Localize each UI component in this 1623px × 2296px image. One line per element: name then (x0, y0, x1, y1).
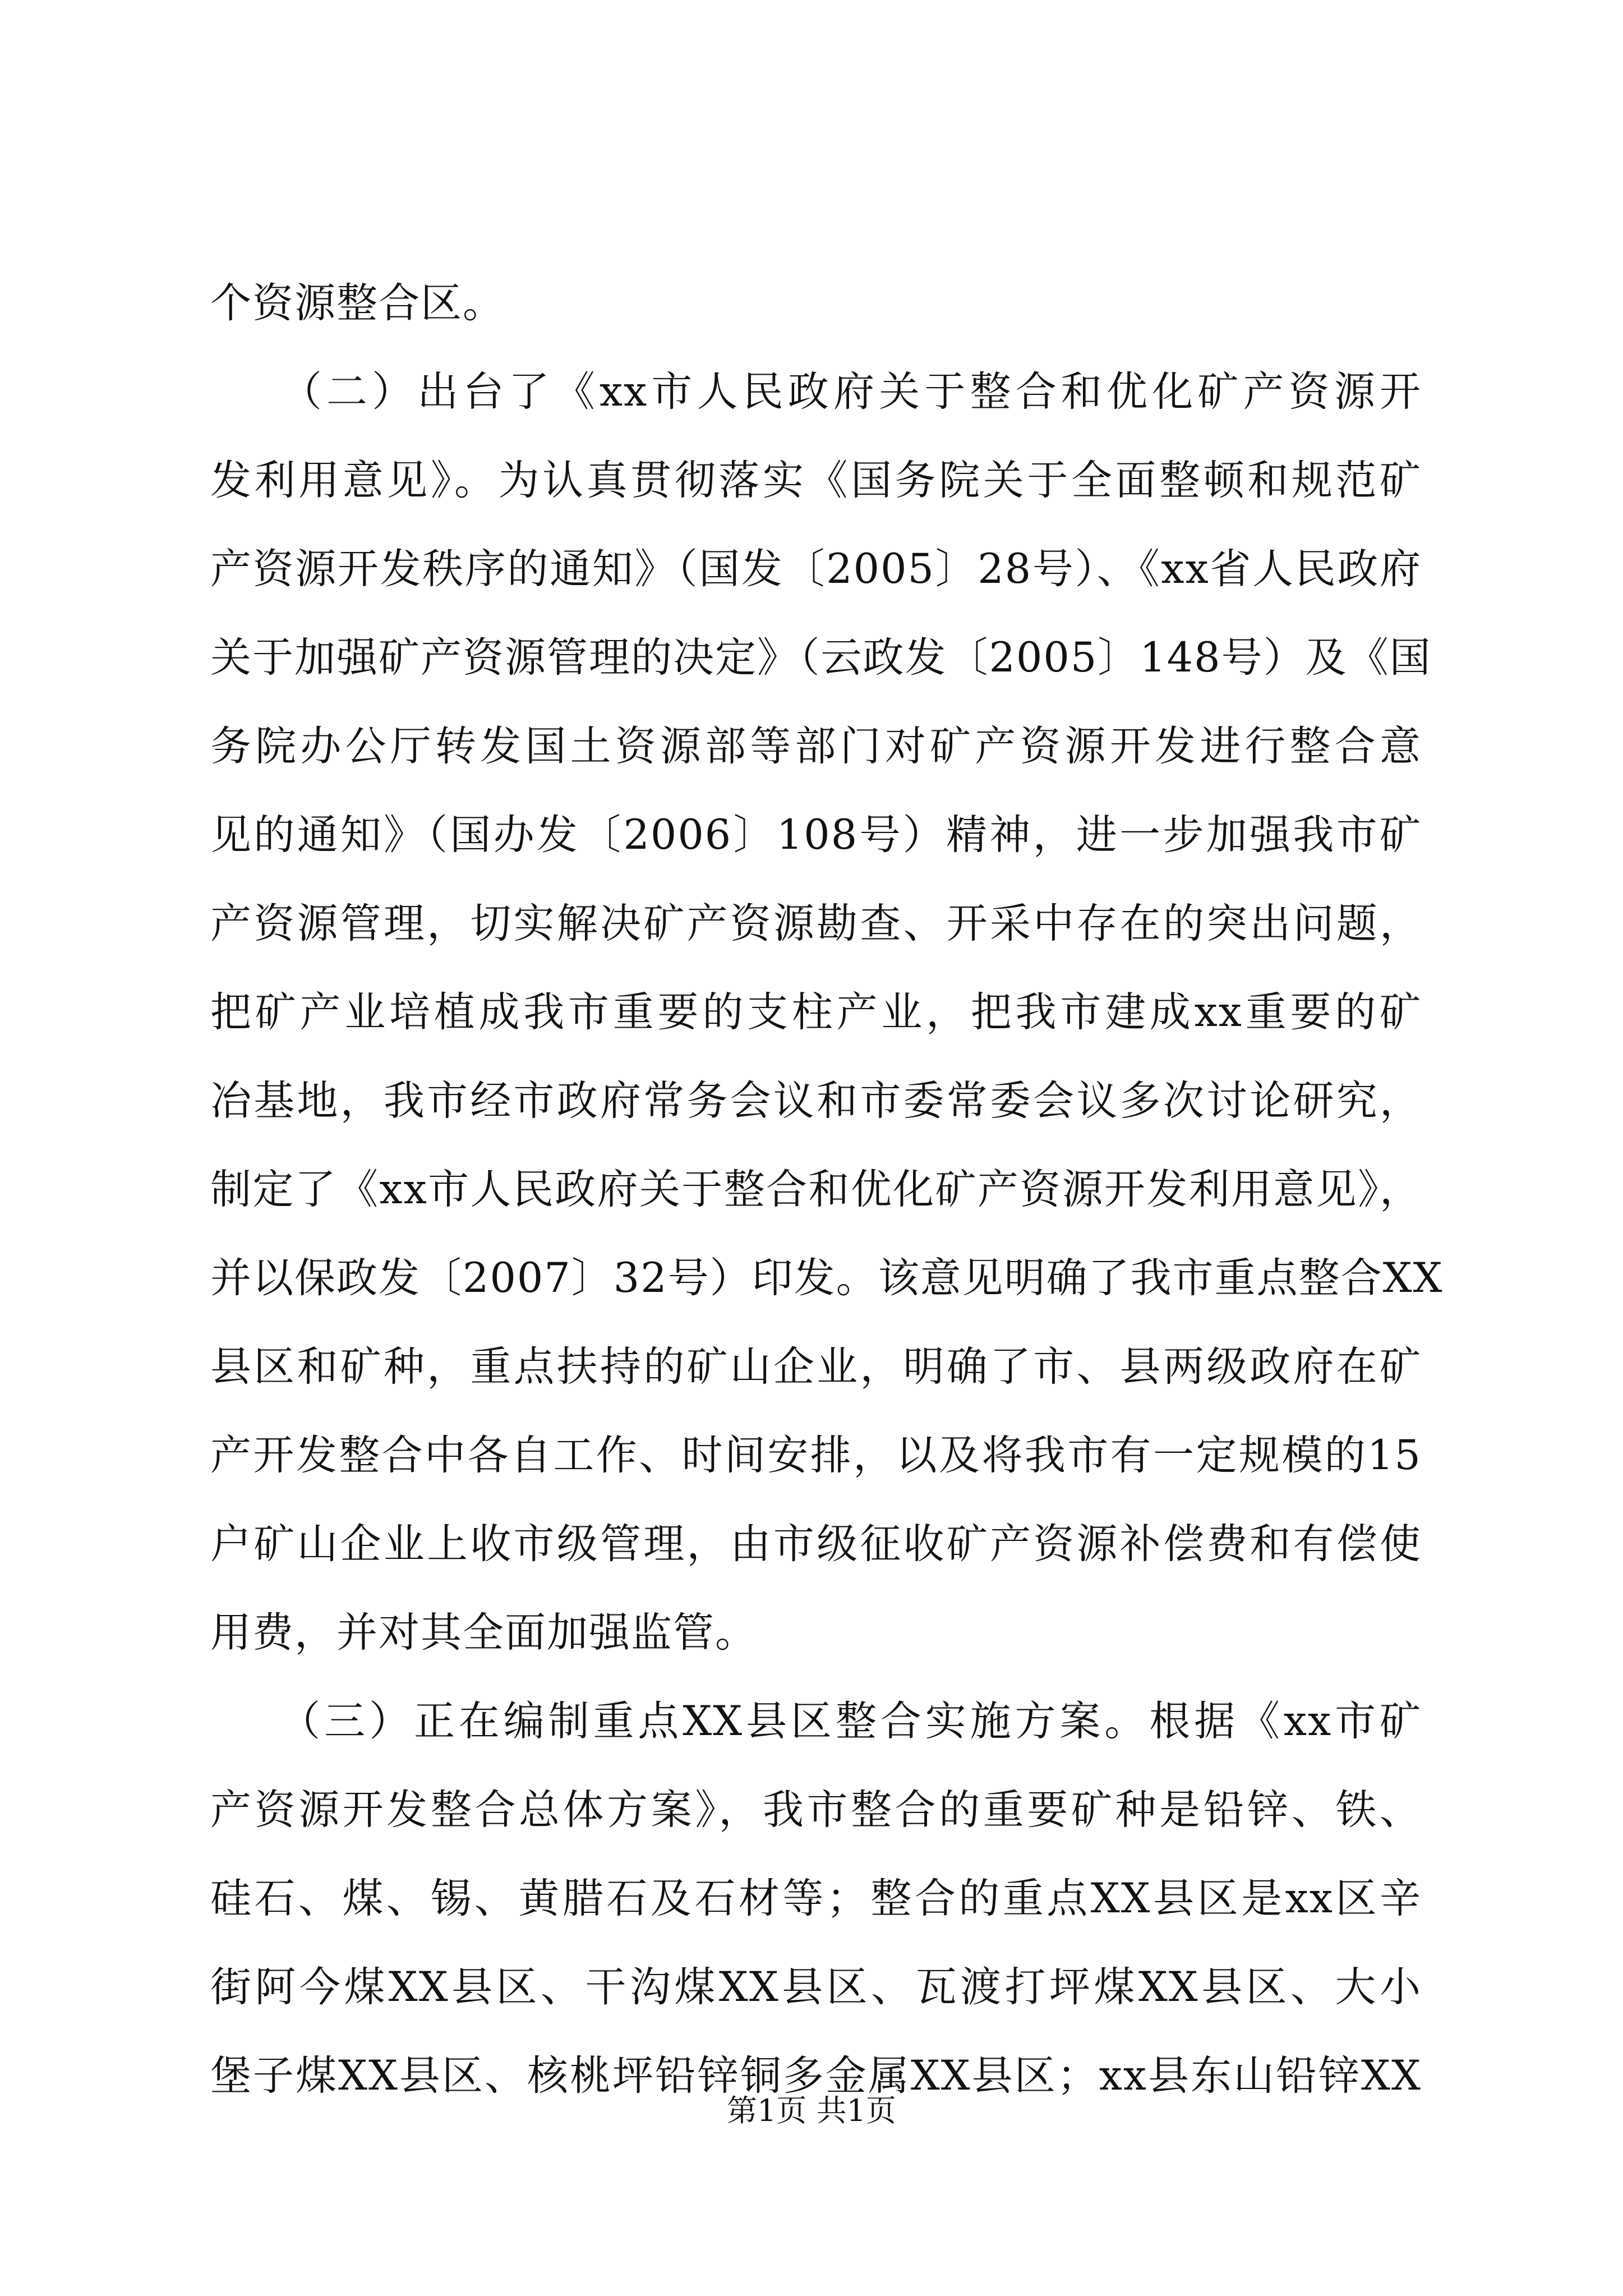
text-line: 产资源管理，切实解决矿产资源勘查、开采中存在的突出问题， (210, 900, 1422, 947)
text-line: 县区和矿种，重点扶持的矿山企业，明确了市、县两级政府在矿 (210, 1343, 1422, 1391)
text-line: 见的通知》（国办发〔2006〕108号）精神，进一步加强我市矿 (210, 811, 1422, 859)
text-line: 关于加强矿产资源管理的决定》（云政发〔2005〕148号）及《国 (210, 634, 1432, 682)
text-line: 户矿山企业上收市级管理，由市级征收矿产资源补偿费和有偿使 (210, 1520, 1422, 1568)
text-line: （三）正在编制重点XX县区整合实施方案。根据《xx市矿 (210, 1697, 1422, 1745)
text-line: 冶基地，我市经市政府常务会议和市委常委会议多次讨论研究， (210, 1077, 1422, 1125)
document-body (210, 259, 1444, 2120)
text-line: （二）出台了《xx市人民政府关于整合和优化矿产资源开 (210, 368, 1422, 416)
text-line: 制定了《xx市人民政府关于整合和优化矿产资源开发利用意见》， (210, 1166, 1422, 1213)
text-line: 用费，并对其全面加强监管。 (210, 1609, 757, 1657)
text-line: 个资源整合区。 (210, 279, 505, 327)
text-line: 并以保政发〔2007〕32号）印发。该意见明确了我市重点整合XX (210, 1254, 1444, 1302)
text-line: 把矿产业培植成我市重要的支柱产业，把我市建成xx重要的矿 (210, 988, 1422, 1036)
text-line: 发利用意见》。为认真贯彻落实《国务院关于全面整顿和规范矿 (210, 457, 1422, 504)
text-line: 产资源开发整合总体方案》，我市整合的重要矿种是铅锌、铁、 (210, 1786, 1422, 1834)
text-line: 产资源开发秩序的通知》（国发〔2005〕28号）、《xx省人民政府 (210, 545, 1422, 593)
text-line: 堡子煤XX县区、核桃坪铅锌铜多金属XX县区；xx县东山铅锌XX (210, 2052, 1422, 2100)
text-line: 产开发整合中各自工作、时间安排，以及将我市有一定规模的15 (210, 1432, 1422, 1479)
page-footer: 第1页 共1页 (727, 2093, 896, 2128)
text-line: 硅石、煤、锡、黄腊石及石材等；整合的重点XX县区是xx区辛 (210, 1875, 1422, 1922)
text-line: 务院办公厅转发国土资源部等部门对矿产资源开发进行整合意 (210, 723, 1422, 770)
text-line: 街阿今煤XX县区、干沟煤XX县区、瓦渡打坪煤XX县区、大小 (210, 1963, 1422, 2011)
